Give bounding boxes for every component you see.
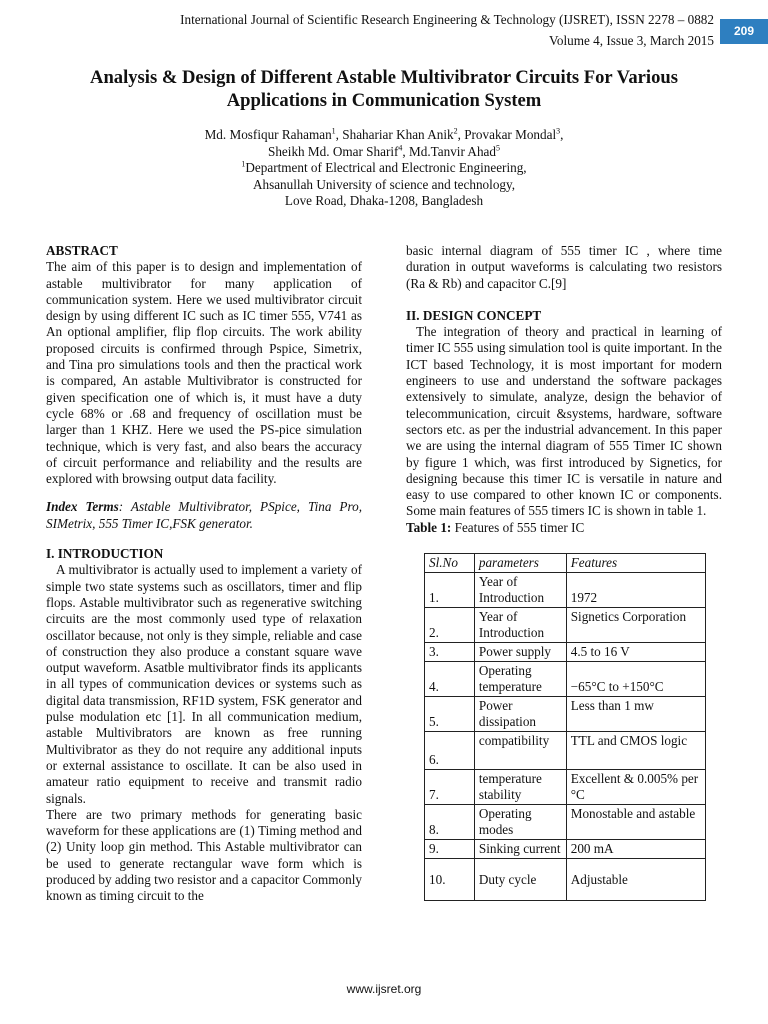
author-name: Sheikh Md. Omar Sharif — [268, 143, 399, 159]
author-block — [100, 127, 668, 210]
column-header: Sl.No — [425, 554, 475, 573]
table-cell: 1972 — [566, 573, 705, 608]
design-concept-text: The integration of theory and practical in learning of timer IC 555 using simulation tool is quite important. In the ICT based Technology, it is most important for modern engineers to use and understand the software packages extensively to simulate, analyze, design the behavior of telecommunication, circuit &systems, hardware, software sectors etc. as per the industrial advancement. In this paper we are using the internal diagram of 555 Timer IC shown by figure 1 which, was first introduced by Signetics, for designing because this timer IC is versatile in nature and easy to use compared to other known IC or components. Some main features of 555 timers IC is shown in table 1. — [406, 324, 722, 519]
column-header: parameters — [474, 554, 566, 573]
table-cell: 6. — [425, 732, 475, 770]
authors-line-1 — [100, 127, 668, 144]
table-cell: Duty cycle — [474, 859, 566, 901]
author-superscript: 3 — [556, 126, 561, 136]
introduction-paragraph-1: A multivibrator is actually used to implement a variety of simple two state systems such as oscillators, timer and flip flops. Astable multivibrator such as regenerative switching circuits are the most commonly used type of relaxation oscillator because, not only is they simple, reliable and case of construction they also produce a constant square wave output waveform. Asatble multivibrator finds its applicants in all types of communication devices or systems such as digital data transmission, RF1D system, FSK generator and pulse modulation etc [1]. In all communication medium, astable Multivibrators are known as free running Multivibrator as they do not require any additional inputs or external assistance to oscillate. It can be also used in amateur ratio equipment to receive and transmit radio signals. — [46, 562, 362, 806]
affiliation-text: Department of Electrical and Electronic Engineering, — [245, 160, 527, 175]
title-line-1: Analysis & Design of Different Astable Multivibrator Circuits For Various — [90, 67, 678, 88]
author-name: , Md.Tanvir Ahad — [402, 143, 496, 159]
author-name: Md. Mosfiqur Rahaman — [204, 127, 332, 142]
table-row — [425, 805, 706, 840]
table-cell: Sinking current — [474, 840, 566, 859]
table-cell: Year of Introduction — [474, 608, 566, 643]
table-row — [425, 732, 706, 770]
table-cell: temperature stability — [474, 770, 566, 805]
table-cell: −65°C to +150°C — [566, 662, 705, 697]
table-cell: 2. — [425, 608, 475, 643]
paper-title — [40, 66, 728, 112]
table-cell: Less than 1 mw — [566, 697, 705, 732]
table-row — [425, 573, 706, 608]
table-cell: 3. — [425, 643, 475, 662]
table-cell: 7. — [425, 770, 475, 805]
affiliation-line-1 — [100, 160, 668, 177]
table-cell: 9. — [425, 840, 475, 859]
volume-info: Volume 4, Issue 3, March 2015 — [549, 33, 714, 48]
table-caption-text: Features of 555 timer IC — [451, 519, 585, 535]
table-cell: Monostable and astable — [566, 805, 705, 840]
table-cell: 8. — [425, 805, 475, 840]
table-row — [425, 770, 706, 805]
table-cell: 1. — [425, 573, 475, 608]
index-terms-text: : Astable Multivibrator, PSpice, Tina Pro, SIMetrix, 555 Timer IC,FSK generator. — [46, 499, 363, 531]
table-row — [425, 643, 706, 662]
design-concept-heading: II. DESIGN CONCEPT — [406, 307, 542, 323]
table-row — [425, 608, 706, 643]
journal-header: International Journal of Scientific Research Engineering & Technology (IJSRET), ISSN 2278 – 0882 — [180, 12, 714, 27]
table-cell: Power supply — [474, 643, 566, 662]
table-label: Table 1: — [406, 519, 452, 535]
column-header: Features — [566, 554, 705, 573]
table-cell: Excellent & 0.005% per °C — [566, 770, 705, 805]
table-cell: Year of Introduction — [474, 573, 566, 608]
authors-line-2 — [100, 144, 668, 161]
author-superscript: 4 — [398, 143, 403, 153]
table-cell: Adjustable — [566, 859, 705, 901]
index-terms-label: Index Terms — [46, 499, 119, 515]
table-cell: Operating temperature — [474, 662, 566, 697]
table-cell: 5. — [425, 697, 475, 732]
table-cell: Power dissipation — [474, 697, 566, 732]
right-column — [406, 243, 722, 536]
table-cell: compatibility — [474, 732, 566, 770]
journal-url[interactable]: www.ijsret.org — [346, 982, 422, 996]
continued-paragraph: basic internal diagram of 555 timer IC , where time duration in output waveforms is calculating two resistors (Ra & Rb) and capacitor C.[9] — [406, 243, 722, 291]
table-row — [425, 697, 706, 732]
author-name: , Shahariar Khan Anik — [335, 127, 454, 142]
author-superscript: 1 — [331, 126, 336, 136]
author-separator: , — [560, 127, 564, 142]
author-superscript: 5 — [495, 143, 500, 153]
table-cell: Signetics Corporation — [566, 608, 705, 643]
author-superscript: 2 — [453, 126, 458, 136]
features-table — [424, 553, 706, 901]
table-row — [425, 859, 706, 901]
introduction-paragraph-2: There are two primary methods for generating basic waveform for these applications are (1) Timing method and (2) Unity loop gin method. This Astable multivibrator can be used to generate rectangular wave form which is produced by adding two resistor and a capacitor Commonly known as timing circuit to the — [46, 806, 362, 904]
index-terms — [46, 499, 362, 532]
table-cell: TTL and CMOS logic — [566, 732, 705, 770]
affiliation-line-3: Love Road, Dhaka-1208, Bangladesh — [284, 193, 484, 208]
page-number-badge: 209 — [720, 19, 768, 44]
left-column — [46, 243, 362, 905]
abstract-heading: ABSTRACT — [46, 243, 118, 258]
table-cell: Operating modes — [474, 805, 566, 840]
abstract-text: The aim of this paper is to design and implementation of astable multivibrator for many application of communication system. Here we used multivibrator circuit design by using different IC such as IC timer 555, V741 as An optional amplifier, flip flop circuits. The work ability proposed circuits is confirmed through Pspice, Simetrix, and Tina pro simulations tools and then the practical work is compared, An astable Multivibrator is constructed for given specification one of which is, it must have a duty cycle 68% or .68 and frequency of oscillation must be larger than 1 KHZ. Here we used the PS-pice simulation technique, which is very fast, and also bears the accuracy of circuit performance and reliability and the results are explored with browsing output data facility. — [46, 259, 362, 487]
table-header-row — [425, 554, 706, 573]
table-row — [425, 840, 706, 859]
affiliation-line-2: Ahsanullah University of science and technology, — [252, 176, 516, 192]
title-line-2: Applications in Communication System — [226, 90, 542, 111]
author-name: , Provakar Mondal — [457, 127, 557, 142]
table-caption — [406, 520, 722, 536]
table-cell: 4. — [425, 662, 475, 697]
introduction-heading: I. INTRODUCTION — [46, 546, 164, 562]
table-row — [425, 662, 706, 697]
table-cell: 10. — [425, 859, 475, 901]
table-cell: 200 mA — [566, 840, 705, 859]
affiliation-superscript: 1 — [241, 159, 246, 169]
table-cell: 4.5 to 16 V — [566, 643, 705, 662]
